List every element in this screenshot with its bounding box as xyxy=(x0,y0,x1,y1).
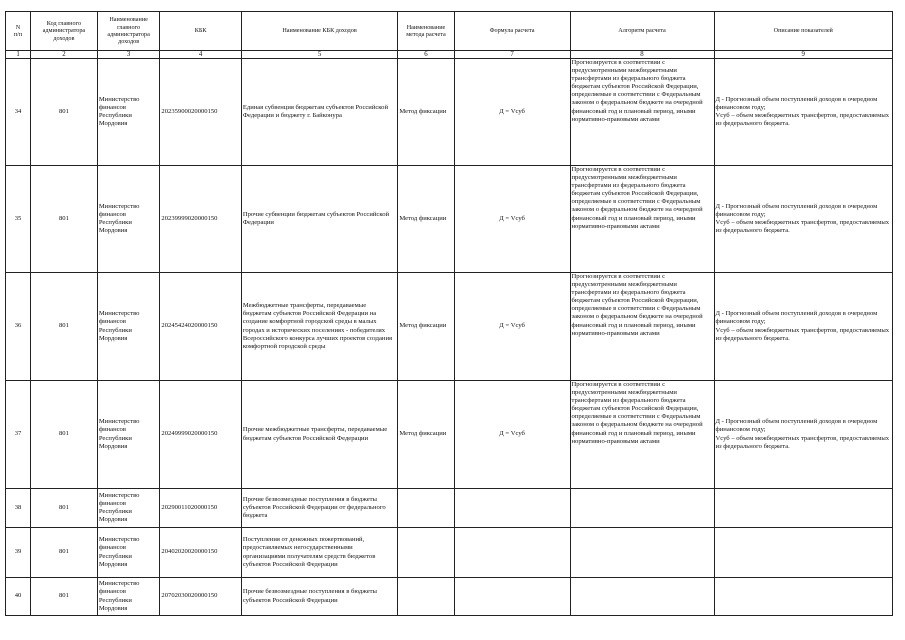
table-row xyxy=(6,59,893,166)
header-admin-name: Наименование главного администратора доходов xyxy=(97,12,160,51)
column-number: 9 xyxy=(714,51,893,59)
kbk-code: 20290011020000150 xyxy=(160,489,241,528)
admin-name: Министерство финансов Республики Мордовия xyxy=(97,489,160,528)
header-num: N п/п xyxy=(6,12,31,51)
kbk-code: 20702030020000150 xyxy=(160,578,241,616)
kbk-name: Прочие безвозмездные поступления в бюджеты субъектов Российской Федерации xyxy=(241,578,398,616)
calc-formula xyxy=(454,489,570,528)
kbk-code: 20239999020000150 xyxy=(160,166,241,273)
calc-method: Метод фиксации xyxy=(398,381,454,489)
row-number: 36 xyxy=(6,273,31,381)
admin-name: Министерство финансов Республики Мордовия xyxy=(97,166,160,273)
calc-formula: Д = Vсуб xyxy=(454,166,570,273)
admin-code: 801 xyxy=(31,528,98,578)
column-number: 2 xyxy=(31,51,98,59)
kbk-code: 20235900020000150 xyxy=(160,59,241,166)
table-row xyxy=(6,273,893,381)
kbk-code: 20245424020000150 xyxy=(160,273,241,381)
table-row xyxy=(6,166,893,273)
row-number: 39 xyxy=(6,528,31,578)
table-row xyxy=(6,489,893,528)
column-number: 7 xyxy=(454,51,570,59)
header-admin-code: Код главного администратора доходов xyxy=(31,12,98,51)
admin-name: Министерство финансов Республики Мордовия xyxy=(97,578,160,616)
row-number: 38 xyxy=(6,489,31,528)
header-row xyxy=(6,12,893,51)
calc-algorithm: Прогнозируется в соответствии с предусмотренными межбюджетными трансфертами из федерального бюджета бюджетам субъектов Российской Федерации, определяемые в соответствии с Федеральным законом о федеральном бюджете на очередной финансовый год и плановый период, иными нормативно-правовыми актами xyxy=(570,166,714,273)
kbk-name: Прочие межбюджетные трансферты, передаваемые бюджетам субъектов Российской Федерации xyxy=(241,381,398,489)
header-kbk-name: Наименование КБК доходов xyxy=(241,12,398,51)
table-row xyxy=(6,381,893,489)
indicator-description xyxy=(714,528,893,578)
kbk-name: Межбюджетные трансферты, передаваемые бюджетам субъектов Российской Федерации на создание комфортной городской среды в малых городах и исторических поселениях - победителях Всероссийского конкурса лучших проектов создания комфортной городской среды xyxy=(241,273,398,381)
column-number-row xyxy=(6,51,893,59)
indicator-description: Д - Прогнозный объем поступлений доходов в очередном финансовом году; Vсуб – объем межбюджетных трансфертов, предоставляемых из федерального бюджета. xyxy=(714,166,893,273)
calc-method xyxy=(398,528,454,578)
calc-formula: Д = Vсуб xyxy=(454,381,570,489)
column-number: 3 xyxy=(97,51,160,59)
admin-name: Министерство финансов Республики Мордовия xyxy=(97,273,160,381)
kbk-code: 20402020020000150 xyxy=(160,528,241,578)
calc-method: Метод фиксации xyxy=(398,166,454,273)
header-formula: Формула расчета xyxy=(454,12,570,51)
column-number: 4 xyxy=(160,51,241,59)
calc-method xyxy=(398,578,454,616)
calc-method: Метод фиксации xyxy=(398,273,454,381)
calc-method xyxy=(398,489,454,528)
row-number: 37 xyxy=(6,381,31,489)
row-number: 34 xyxy=(6,59,31,166)
admin-code: 801 xyxy=(31,166,98,273)
indicator-description: Д - Прогнозный объем поступлений доходов в очередном финансовом году; Vсуб – объем межбюджетных трансфертов, предоставляемых из федерального бюджета. xyxy=(714,381,893,489)
column-number: 8 xyxy=(570,51,714,59)
indicator-description xyxy=(714,578,893,616)
calc-algorithm: Прогнозируется в соответствии с предусмотренными межбюджетными трансфертами из федерального бюджета бюджетам субъектов Российской Федерации, определяемые в соответствии с Федеральным законом о федеральном бюджете на очередной финансовый год и плановый период, иными нормативно-правовыми актами xyxy=(570,381,714,489)
calc-formula: Д = Vсуб xyxy=(454,273,570,381)
indicator-description: Д - Прогнозный объем поступлений доходов в очередном финансовом году; Vсуб – объем межбюджетных трансфертов, предоставляемых из федерального бюджета. xyxy=(714,59,893,166)
kbk-code: 20249999020000150 xyxy=(160,381,241,489)
admin-code: 801 xyxy=(31,381,98,489)
document-page xyxy=(5,11,893,616)
revenue-methods-table xyxy=(5,11,893,616)
admin-code: 801 xyxy=(31,273,98,381)
calc-algorithm: Прогнозируется в соответствии с предусмотренными межбюджетными трансфертами из федерального бюджета бюджетам субъектов Российской Федерации, определяемые в соответствии с Федеральным законом о федеральном бюджете на очередной финансовый год и плановый период, иными нормативно-правовыми актами xyxy=(570,273,714,381)
row-number: 40 xyxy=(6,578,31,616)
indicator-description xyxy=(714,489,893,528)
calc-algorithm xyxy=(570,528,714,578)
column-number: 5 xyxy=(241,51,398,59)
table-row xyxy=(6,578,893,616)
calc-algorithm: Прогнозируется в соответствии с предусмотренными межбюджетными трансфертами из федерального бюджета бюджетам субъектов Российской Федерации, определяемые в соответствии с Федеральным законом о федеральном бюджете на очередной финансовый год и плановый период, иными нормативно-правовыми актами xyxy=(570,59,714,166)
row-number: 35 xyxy=(6,166,31,273)
admin-name: Министерство финансов Республики Мордовия xyxy=(97,381,160,489)
table-row xyxy=(6,528,893,578)
header-kbk: КБК xyxy=(160,12,241,51)
header-algorithm: Алгоритм расчета xyxy=(570,12,714,51)
kbk-name: Прочие безвозмездные поступления в бюджеты субъектов Российской Федерации от федерального бюджета xyxy=(241,489,398,528)
kbk-name: Прочие субвенции бюджетам субъектов Российской Федерации xyxy=(241,166,398,273)
calc-algorithm xyxy=(570,489,714,528)
admin-name: Министерство финансов Республики Мордовия xyxy=(97,59,160,166)
header-indicators: Описание показателей xyxy=(714,12,893,51)
kbk-name: Единая субвенция бюджетам субъектов Российской Федерации и бюджету г. Байконура xyxy=(241,59,398,166)
column-number: 1 xyxy=(6,51,31,59)
column-number: 6 xyxy=(398,51,454,59)
calc-method: Метод фиксации xyxy=(398,59,454,166)
indicator-description: Д - Прогнозный объем поступлений доходов в очередном финансовом году; Vсуб – объем межбюджетных трансфертов, предоставляемых из федерального бюджета. xyxy=(714,273,893,381)
admin-name: Министерство финансов Республики Мордовия xyxy=(97,528,160,578)
calc-formula xyxy=(454,578,570,616)
calc-algorithm xyxy=(570,578,714,616)
admin-code: 801 xyxy=(31,578,98,616)
calc-formula: Д = Vсуб xyxy=(454,59,570,166)
admin-code: 801 xyxy=(31,489,98,528)
kbk-name: Поступления от денежных пожертвований, предоставляемых негосударственными организациями получателям средств бюджетов субъектов Российской Федерации xyxy=(241,528,398,578)
header-method: Наименование метода расчета xyxy=(398,12,454,51)
calc-formula xyxy=(454,528,570,578)
admin-code: 801 xyxy=(31,59,98,166)
